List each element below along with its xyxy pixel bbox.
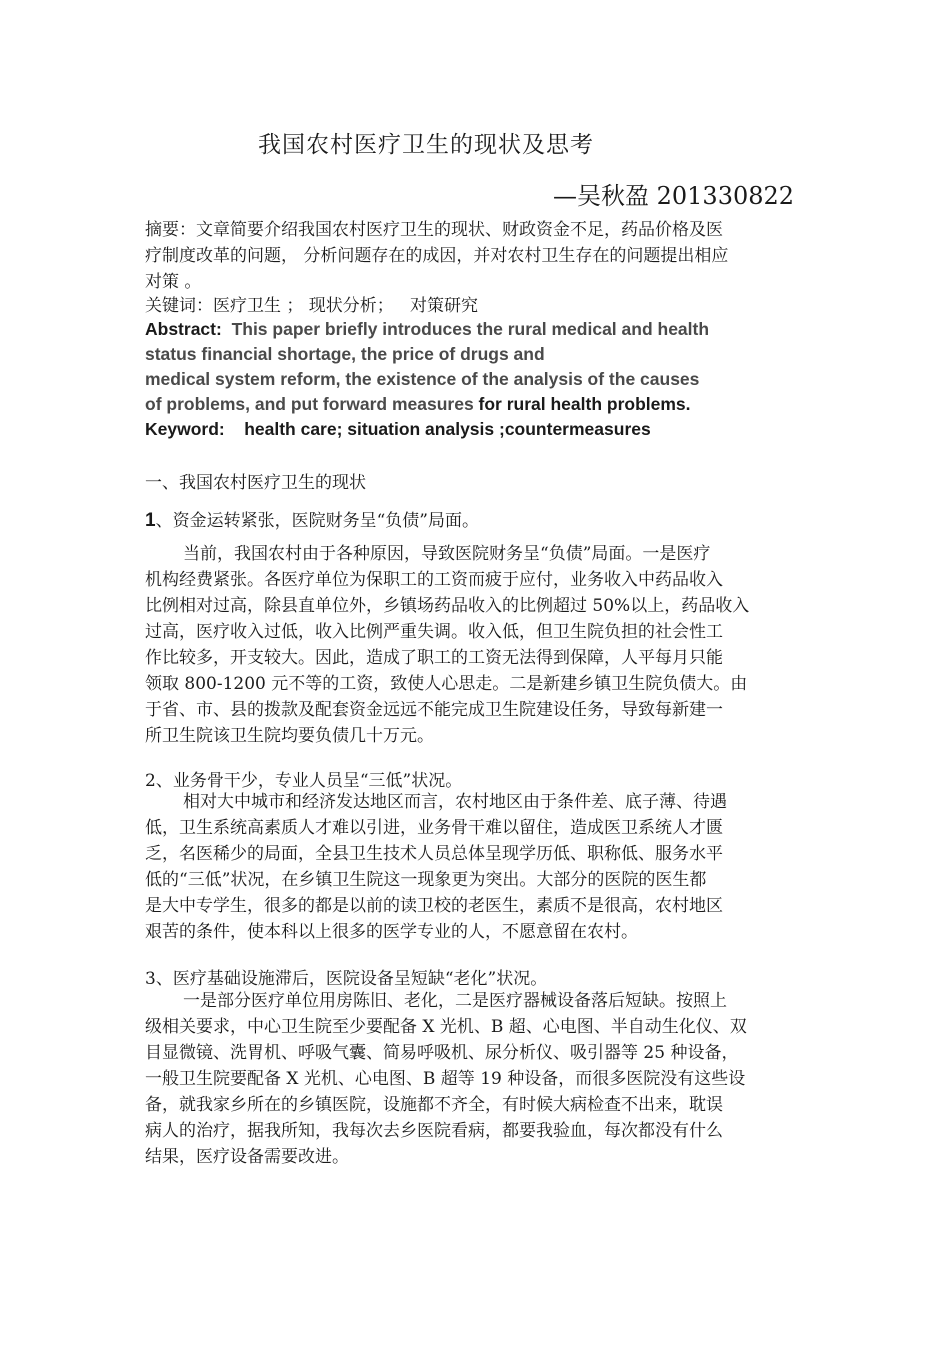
keyword-en-label: Keyword: xyxy=(145,419,225,439)
subsection-title: 、资金运转紧张，医院财务呈“负债”局面。 xyxy=(155,511,479,531)
abstract-en-line: medical system reform, the existence of the analysis of the causes xyxy=(145,369,700,389)
keyword-en-line xyxy=(145,417,825,442)
subsection-heading-1 xyxy=(145,506,479,532)
page-title: 我国农村医疗卫生的现状及思考 xyxy=(258,132,594,158)
paragraph-3 xyxy=(145,988,810,1170)
paragraph-line: 病人的治疗，据我所知，我每次去乡医院看病，都要我验血，每次都没有什么 xyxy=(145,1121,723,1141)
paragraph-line: 备，就我家乡所在的乡镇医院，设施都不齐全，有时候大病检查不出来，耽误 xyxy=(145,1095,723,1115)
subsection-number: 1 xyxy=(145,510,156,531)
abstract-en-text: of problems, and put forward measures xyxy=(145,394,474,414)
subsection-heading-3: 3、医疗基础设施滞后，医院设备呈短缺“老化”状况。 xyxy=(145,969,548,989)
abstract-en-line: status financial shortage, the price of drugs and xyxy=(145,344,545,364)
paragraph-line: 级相关要求，中心卫生院至少要配备 X 光机、B 超、心电图、半自动生化仪、双 xyxy=(145,1017,747,1037)
paragraph-line: 当前，我国农村由于各种原因，导致医院财务呈“负债”局面。一是医疗 xyxy=(183,544,711,564)
keyword-en-text: health care; situation analysis ;countermeasures xyxy=(244,419,651,439)
paragraph-line: 低的“三低”状况，在乡镇卫生院这一现象更为突出。大部分的医院的医生都 xyxy=(145,870,707,890)
section-heading: 一、我国农村医疗卫生的现状 xyxy=(145,473,366,493)
paragraph-line: 作比较多，开支较大。因此，造成了职工的工资无法得到保障，人平每月只能 xyxy=(145,648,723,668)
paragraph-line: 过高，医疗收入过低，收入比例严重失调。收入低，但卫生院负担的社会性工 xyxy=(145,622,723,642)
subsection-heading-2: 2、业务骨干少，专业人员呈“三低”状况。 xyxy=(145,771,463,791)
paragraph-line: 机构经费紧张。各医疗单位为保职工的工资而疲于应付，业务收入中药品收入 xyxy=(145,570,723,590)
abstract-en-text: This paper briefly introduces the rural medical and health xyxy=(231,319,710,339)
paragraph-line: 目显微镜、洗胃机、呼吸气囊、简易呼吸机、尿分析仪、吸引器等 25 种设备， xyxy=(145,1043,739,1063)
paragraph-line: 乏，名医稀少的局面，全县卫生技术人员总体呈现学历低、职称低、服务水平 xyxy=(145,844,723,864)
paragraph-line: 艰苦的条件，使本科以上很多的医学专业的人，不愿意留在农村。 xyxy=(145,922,638,942)
paragraph-line: 领取 800-1200 元不等的工资，致使人心思走。二是新建乡镇卫生院负债大。由 xyxy=(145,674,748,694)
paragraph-line: 低，卫生系统高素质人才难以引进，业务骨干难以留住，造成医卫系统人才匮 xyxy=(145,818,723,838)
paragraph-line: 比例相对过高，除县直单位外，乡镇场药品收入的比例超过 50%以上，药品收入 xyxy=(145,596,750,616)
abstract-en-label: Abstract: xyxy=(145,319,222,339)
paragraph-line: 所卫生院该卫生院均要负债几十万元。 xyxy=(145,726,434,746)
paragraph-line: 一般卫生院要配备 X 光机、心电图、B 超等 19 种设备，而很多医院没有这些设 xyxy=(145,1069,746,1089)
abstract-cn-line: 摘要：文章简要介绍我国农村医疗卫生的现状、财政资金不足，药品价格及医 xyxy=(145,220,723,240)
paragraph-line: 是大中专学生，很多的都是以前的读卫校的老医生，素质不是很高，农村地区 xyxy=(145,896,723,916)
paragraph-1 xyxy=(145,541,810,749)
abstract-en-line xyxy=(145,392,825,417)
keywords-chinese: 关键词：医疗卫生 ； 现状分析； 对策研究 xyxy=(145,296,479,316)
paragraph-line: 于省、市、县的拨款及配套资金远远不能完成卫生院建设任务，导致每新建一 xyxy=(145,700,723,720)
paragraph-line: 相对大中城市和经济发达地区而言，农村地区由于条件差、底子薄、待遇 xyxy=(183,792,727,812)
paragraph-2 xyxy=(145,789,810,945)
author-line: —吴秋盈 201330822 xyxy=(553,182,795,210)
abstract-en-line xyxy=(145,317,825,342)
paragraph-line: 一是部分医疗单位用房陈旧、老化，二是医疗器械设备落后短缺。按照上 xyxy=(183,991,727,1011)
abstract-chinese xyxy=(145,217,810,295)
paragraph-line: 结果，医疗设备需要改进。 xyxy=(145,1147,349,1167)
abstract-cn-line: 疗制度改革的问题， 分析问题存在的成因，并对农村卫生存在的问题提出相应 xyxy=(145,246,729,266)
abstract-cn-line: 对策 。 xyxy=(145,272,202,292)
abstract-english xyxy=(145,317,825,442)
abstract-en-text: for rural health problems. xyxy=(473,394,691,414)
